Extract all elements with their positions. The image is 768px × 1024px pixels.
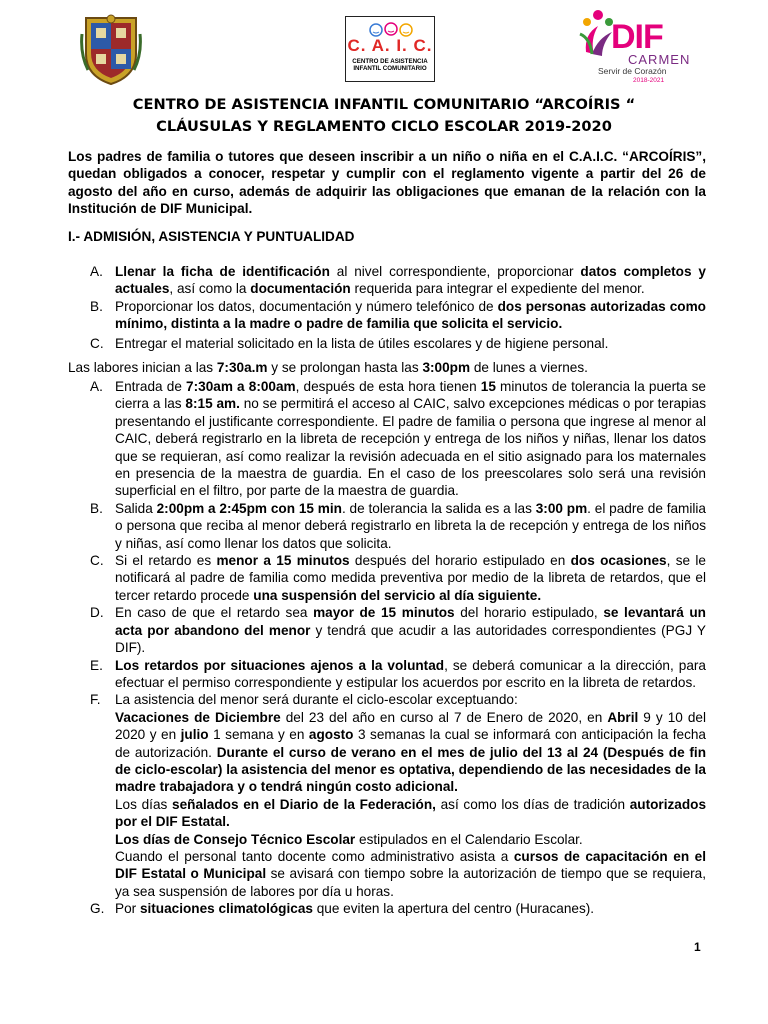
- list-item-paragraph: [115, 796, 706, 831]
- list-item-paragraph: [115, 657, 706, 692]
- list-item-paragraph: [115, 848, 706, 900]
- text-run: Los días: [115, 796, 173, 812]
- bold-text-run: cursos de capacitación en el DIF Estatal o Municipal: [115, 848, 706, 882]
- text-run: requerida para integrar el expediente del menor.: [350, 281, 645, 297]
- caic-logo: [345, 16, 435, 82]
- list-item: [90, 263, 706, 298]
- list-marker: B.: [90, 500, 103, 516]
- list-marker: A.: [90, 264, 103, 279]
- dif-logo-slogan: Servir de Corazón: [598, 66, 667, 76]
- text-run: Si el retardo es: [115, 553, 217, 569]
- list-item: [90, 500, 706, 552]
- caic-logo-subtitle: CENTRO DE ASISTENCIA INFANTIL COMUNITARIO: [352, 58, 428, 72]
- schedule-sentence: [68, 360, 588, 375]
- document-subtitle: CLÁUSULAS Y REGLAMENTO CICLO ESCOLAR 2019-2020: [156, 118, 612, 135]
- intro-paragraph: Los padres de familia o tutores que deseen inscribir a un niño o niña en el C.A.I.C. “ARCOÍRIS”, quedan obligados a conocer, respetar y cumplir con el reglamento vigente a partir del 26 de agosto del año en curso, además de adquirir las obligaciones que emanan de la relación con la Institución de DIF Municipal.: [68, 149, 706, 217]
- list-marker: A.: [90, 379, 103, 394]
- bold-text-run: dos ocasiones: [570, 553, 667, 569]
- bold-text-run: Llenar la ficha de identificación: [115, 264, 330, 279]
- caic-logo-text: C. A. I. C.: [347, 36, 433, 55]
- text-run: minutos de tolerancia la puerta se cierra a las: [115, 379, 706, 412]
- text-run: 3 semanas la cual se informará con anticipación la fecha de autorización.: [115, 727, 706, 760]
- bold-text-run: mayor de 15 minutos: [313, 605, 455, 621]
- text-run: . de tolerancia la salida es a las: [341, 500, 536, 516]
- bold-text-run: situaciones climatológicas: [139, 901, 313, 917]
- list-item: [90, 378, 706, 500]
- text-run: , así como la: [169, 281, 251, 297]
- list-item-paragraph: [115, 900, 706, 917]
- bold-text-run: Abril: [607, 709, 639, 725]
- list-item-paragraph: [115, 378, 706, 500]
- bold-text-run: datos completos y actuales: [115, 264, 706, 297]
- text-run: Entrada de: [115, 379, 187, 394]
- bold-text-run: 7:30am a 8:00am: [186, 379, 296, 394]
- text-run: . el padre de familia o persona que reciba al menor deberá registrarlo en libreta la de recepción y entrega de los niños y niñas, así como llenar los datos que solicita.: [115, 500, 706, 551]
- admission-list: [90, 263, 706, 352]
- text-run: estipulados en el Calendario Escolar.: [355, 831, 583, 847]
- bold-text-run: 7:30a.m: [216, 360, 268, 375]
- text-run: , se deberá comunicar a la dirección, para efectuar el permiso correspondiente y estipular los acuerdos por escrito en la libreta de retardos.: [115, 657, 706, 690]
- list-item: [90, 298, 706, 333]
- bold-text-run: 15: [480, 379, 496, 394]
- list-item: [90, 335, 706, 352]
- bold-text-run: una suspensión del servicio al día siguiente.: [253, 587, 542, 603]
- bold-text-run: Vacaciones de Diciembre: [115, 709, 281, 725]
- list-item-paragraph: [115, 831, 706, 848]
- text-run: así como los días de tradición: [435, 796, 630, 812]
- bold-text-run: 2:00pm a 2:45pm con 15 min: [156, 500, 342, 516]
- text-run: y se prolongan hasta las: [267, 360, 423, 375]
- text-run: Por: [115, 901, 140, 917]
- bold-text-run: menor a 15 minutos: [216, 553, 350, 569]
- text-run: del 23 del año en curso al 7 de Enero de 2020, en: [280, 709, 608, 725]
- text-run: al nivel correspondiente, proporcionar: [329, 264, 581, 279]
- text-run: La asistencia del menor será durante el ciclo-escolar exceptuando:: [115, 692, 518, 708]
- bold-text-run: se levantará un acta por abandono del menor: [115, 605, 706, 638]
- list-item: [90, 604, 706, 656]
- list-item-paragraph: [115, 709, 706, 796]
- list-item: [90, 691, 706, 900]
- text-run: 9 y 10 del 2020 y en: [115, 709, 706, 743]
- bold-text-run: Los días de Consejo Técnico Escolar: [115, 831, 356, 847]
- text-run: después del horario estipulado en: [349, 553, 571, 569]
- text-run: Cuando el personal tanto docente como administrativo asista a: [115, 848, 514, 864]
- list-marker: G.: [90, 901, 105, 917]
- section-heading: I.- ADMISIÓN, ASISTENCIA Y PUNTUALIDAD: [68, 229, 355, 244]
- text-run: 1 semana y en: [208, 727, 309, 743]
- list-marker: F.: [90, 692, 101, 708]
- text-run: Proporcionar los datos, documentación y número telefónico de: [115, 298, 498, 314]
- list-item-paragraph: [115, 691, 706, 708]
- list-marker: C.: [90, 553, 104, 569]
- text-run: se avisará con tiempo sobre la autorización de tiempo que se requiera, ya sea suspensión de labores por día u horas.: [115, 866, 706, 899]
- bold-text-run: agosto: [308, 727, 354, 743]
- list-marker: C.: [90, 335, 104, 351]
- bold-text-run: señalados en el Diario de la Federación,: [172, 796, 436, 812]
- bold-text-run: Los retardos por situaciones ajenos a la voluntad: [115, 657, 445, 673]
- coat-of-arms-logo: [80, 14, 142, 86]
- text-run: En caso de que el retardo sea: [115, 605, 314, 621]
- document-title: CENTRO DE ASISTENCIA INFANTIL COMUNITARIO “ARCOÍRIS “: [132, 96, 636, 113]
- list-item: [90, 900, 706, 917]
- text-run: , después de esta hora tienen: [295, 379, 481, 394]
- list-item-paragraph: [115, 604, 706, 656]
- list-marker: D.: [90, 605, 104, 621]
- bold-text-run: documentación: [250, 281, 351, 297]
- bold-text-run: autorizados por el DIF Estatal.: [115, 796, 707, 830]
- list-item-paragraph: [115, 500, 706, 552]
- attendance-rules-list: [90, 378, 706, 918]
- text-run: del horario estipulado,: [454, 605, 604, 621]
- text-run: Salida: [115, 500, 157, 516]
- list-marker: B.: [90, 298, 103, 314]
- page-number: 1: [694, 940, 701, 954]
- text-run: Las labores inician a las: [68, 360, 217, 375]
- text-run: que eviten la apertura del centro (Huracanes).: [312, 901, 595, 917]
- bold-text-run: Durante el curso de verano en el mes de julio del 13 al 24 (Después de fin de ciclo-escolar) la asistencia del menor es optativa, dependiendo de las necesidades de la madre trabajadora y o tendrá ningún costo adicional.: [115, 744, 706, 795]
- bold-text-run: 3:00pm: [422, 360, 471, 375]
- dif-logo-city: CARMEN: [628, 52, 691, 67]
- text-run: de lunes a viernes.: [470, 360, 588, 375]
- bold-text-run: 3:00 pm: [535, 500, 588, 516]
- bold-text-run: julio: [180, 727, 209, 743]
- list-item: [90, 657, 706, 692]
- text-run: , se le notificará al padre de familia como medida preventiva por medio de la libreta de retardos, que el tercer retardo procede: [115, 553, 706, 603]
- dif-carmen-logo: [578, 8, 691, 90]
- text-run: no se permitirá el acceso al CAIC, salvo excepciones médicas o por terapias presentando el justificante correspondiente. El padre de familia o persona que ingrese al menor al CAIC, deberá registrarlo en la libreta de recepción y entrega de los niños y niñas, llenar los datos que se requieran, así como realizar la revisión adecuada en el sitio asignado para los maternales en presencia de la maestra de guardia. En el caso de los preescolares solo será una revisión superficial en el filtro, por parte de la maestra de guardia.: [115, 396, 706, 499]
- bold-text-run: 8:15 am.: [185, 396, 240, 412]
- text-run: Entregar el material solicitado en la lista de útiles escolares y de higiene personal.: [115, 335, 609, 351]
- dif-logo-text: DIF: [611, 18, 663, 56]
- dif-logo-years: 2018-2021: [633, 77, 665, 84]
- list-item-paragraph: [115, 552, 706, 604]
- list-marker: E.: [90, 657, 103, 673]
- text-run: y tendrá que acudir a las autoridades correspondientes (PGJ Y DIF).: [115, 622, 706, 656]
- bold-text-run: dos personas autorizadas como mínimo, distinta a la madre o padre de familia que solicita el servicio.: [115, 298, 706, 332]
- list-item: [90, 552, 706, 604]
